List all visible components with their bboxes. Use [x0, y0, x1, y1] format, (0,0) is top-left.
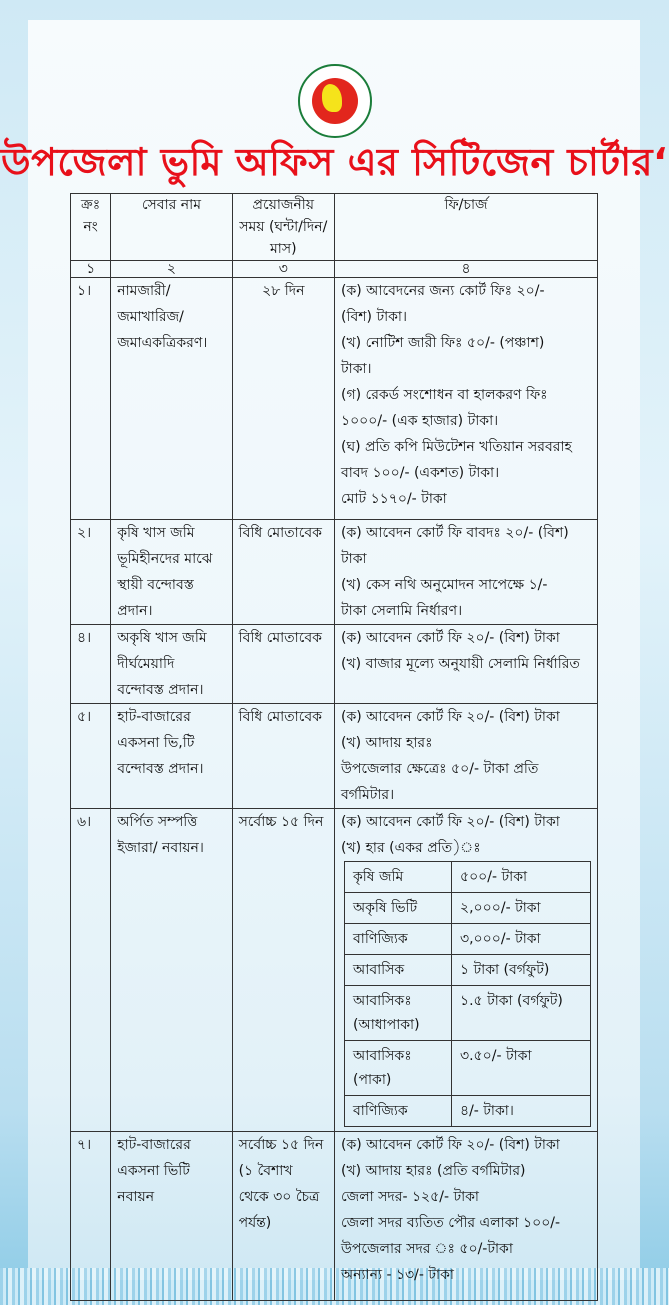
rate-type: আবাসিকঃ (আধাপাকা)	[345, 986, 452, 1041]
service-name-line: নামজারী/	[117, 283, 171, 299]
service-name-line: হাট-বাজারের	[117, 709, 191, 725]
fee-cell	[335, 278, 598, 520]
service-name-line: প্রদান।	[117, 603, 153, 619]
fee-line: (খ) আদায় হারঃ (প্রতি বর্গমিটার)	[341, 1163, 526, 1179]
time-line: বিধি মোতাবেক	[238, 630, 322, 646]
column-number: ৪	[335, 261, 598, 278]
fee-line: (খ) নোটিশ জারী ফিঃ ৫০/- (পঞ্চাশ)	[341, 335, 545, 351]
serial-cell: ১।	[71, 278, 111, 520]
fee-line: (খ) হার (একর প্রতি)ঃ	[341, 840, 481, 856]
time-line: ২৮ দিন	[262, 283, 305, 299]
table-row	[71, 520, 598, 625]
service-cell	[111, 704, 232, 809]
column-number-row	[71, 261, 598, 278]
time-cell	[232, 625, 334, 704]
fee-line: (ক) আবেদন কোর্ট ফি বাবদঃ ২০/- (বিশ)	[341, 525, 569, 541]
service-name-line: বন্দোবস্ত প্রদান।	[117, 761, 204, 777]
rate-type: আবাসিকঃ (পাকা)	[345, 1041, 452, 1096]
fee-line: (খ) কেস নথি অনুমোদন সাপেক্ষে ১/-	[341, 577, 548, 593]
rate-row	[345, 986, 591, 1041]
service-name-line: অর্পিত সম্পত্তি	[117, 814, 198, 830]
header-service: সেবার নাম	[111, 194, 232, 261]
time-line: সর্বোচ্চ ১৫ দিন	[238, 814, 324, 830]
serial-cell: ৬।	[71, 809, 111, 1132]
service-cell	[111, 809, 232, 1132]
rate-value: ১ টাকা (বর্গফুট)	[452, 955, 591, 986]
serial-cell: ৭।	[71, 1132, 111, 1301]
rate-row	[345, 893, 591, 924]
fee-cell	[335, 704, 598, 809]
fee-line: (খ) আদায় হারঃ	[341, 735, 433, 751]
time-line: বিধি মোতাবেক	[238, 525, 322, 541]
serial-cell: ৫।	[71, 704, 111, 809]
column-number: ২	[111, 261, 232, 278]
fee-line: বর্গমিটার।	[341, 787, 395, 803]
rate-value: ৫০০/- টাকা	[452, 862, 591, 893]
service-cell	[111, 520, 232, 625]
time-line: বিধি মোতাবেক	[238, 709, 322, 725]
fee-line: (ঘ) প্রতি কপি মিউটেশন খতিয়ান সরবরাহ	[341, 439, 572, 455]
header-serial: ক্রঃ নং	[71, 194, 111, 261]
service-name-line: নবায়ন	[117, 1189, 155, 1205]
rate-value: ৩.৫০/- টাকা	[452, 1041, 591, 1096]
fee-line: (ক) আবেদন কোর্ট ফি ২০/- (বিশ) টাকা	[341, 709, 560, 725]
fee-line: (ক) আবেদনের জন্য কোর্ট ফিঃ ২০/-	[341, 283, 545, 299]
rate-value: ৩,০০০/- টাকা	[452, 924, 591, 955]
fee-line: (গ) রেকর্ড সংশোধন বা হালকরণ ফিঃ	[341, 387, 548, 403]
table-row	[71, 1132, 598, 1301]
time-cell	[232, 809, 334, 1132]
rate-row	[345, 1041, 591, 1096]
time-cell	[232, 1132, 334, 1301]
time-line: (১ বৈশাখ	[238, 1163, 293, 1179]
rate-type: কৃষি জমি	[345, 862, 452, 893]
time-cell	[232, 520, 334, 625]
table-row	[71, 278, 598, 520]
service-name-line: ইজারা/ নবায়ন।	[117, 840, 204, 856]
fee-line: টাকা	[341, 551, 367, 567]
time-line: থেকে ৩০ চৈত্র	[238, 1189, 320, 1205]
rate-type: বাণিজ্যিক	[345, 1096, 452, 1127]
rate-value: ৪/- টাকা।	[452, 1096, 591, 1127]
rate-row	[345, 924, 591, 955]
fee-cell	[335, 809, 598, 1132]
service-cell	[111, 625, 232, 704]
service-name-line: দীর্ঘমেয়াদি	[117, 656, 175, 672]
table-row	[71, 625, 598, 704]
serial-cell: ২।	[71, 520, 111, 625]
service-name-line: অকৃষি খাস জমি	[117, 630, 207, 646]
table-header-row	[71, 194, 598, 261]
time-cell	[232, 704, 334, 809]
fee-line: (খ) বাজার মূল্যে অনুযায়ী সেলামি নির্ধারিত	[341, 656, 580, 672]
service-name-line: হাট-বাজারের	[117, 1137, 191, 1153]
rate-value: ১.৫ টাকা (বর্গফুট)	[452, 986, 591, 1041]
fee-line: উপজেলার ক্ষেত্রেঃ ৫০/- টাকা প্রতি	[341, 761, 539, 777]
service-cell	[111, 1132, 232, 1301]
rate-row	[345, 955, 591, 986]
fee-line: মোট ১১৭০/- টাকা	[341, 491, 447, 507]
service-name-line: বন্দোবস্ত প্রদান।	[117, 682, 204, 698]
service-name-line: একসনা ভি,টি	[117, 735, 195, 751]
header-time: প্রয়োজনীয় সময় (ঘন্টা/দিন/ মাস)	[232, 194, 334, 261]
time-line: সর্বোচ্চ ১৫ দিন	[238, 1137, 324, 1153]
fee-line: (ক) আবেদন কোর্ট ফি ২০/- (বিশ) টাকা	[341, 1137, 560, 1153]
table-row	[71, 704, 598, 809]
government-seal-logo	[298, 64, 372, 138]
fee-line: অন্যান্য - ১৩/- টাকা	[341, 1267, 454, 1283]
fee-line: টাকা।	[341, 361, 372, 377]
header-fee: ফি/চার্জ	[335, 194, 598, 261]
rate-table	[344, 861, 591, 1127]
service-cell	[111, 278, 232, 520]
column-number: ৩	[232, 261, 334, 278]
rate-type: বাণিজ্যিক	[345, 924, 452, 955]
rate-type: আবাসিক	[345, 955, 452, 986]
fee-line: বাবদ ১০০/- (একশত) টাকা।	[341, 465, 500, 481]
fee-cell	[335, 625, 598, 704]
service-name-line: একসনা ভিটি	[117, 1163, 190, 1179]
fee-line: (ক) আবেদন কোর্ট ফি ২০/- (বিশ) টাকা	[341, 814, 560, 830]
service-name-line: ভূমিহীনদের মাঝে	[117, 551, 213, 567]
serial-cell: ৪।	[71, 625, 111, 704]
fee-line: (ক) আবেদন কোর্ট ফি ২০/- (বিশ) টাকা	[341, 630, 560, 646]
fee-line: উপজেলার সদর ঃ ৫০/-টাকা	[341, 1241, 513, 1257]
page-title: উপজেলা ভুমি অফিস এর সিটিজেন চার্টার‘	[1, 140, 668, 184]
table-row	[71, 809, 598, 1132]
column-number: ১	[71, 261, 111, 278]
fee-line: জেলা সদর- ১২৫/- টাকা	[341, 1189, 479, 1205]
fee-line: (বিশ) টাকা।	[341, 309, 408, 325]
fee-line: জেলা সদর ব্যতিত পৌর এলাকা ১০০/-	[341, 1215, 561, 1231]
time-cell	[232, 278, 334, 520]
service-name-line: জমাখারিজ/	[117, 309, 184, 325]
fee-line: ১০০০/- (এক হাজার) টাকা।	[341, 413, 499, 429]
service-name-line: কৃষি খাস জমি	[117, 525, 195, 541]
citizen-charter-table	[70, 193, 598, 1301]
rate-row	[345, 1096, 591, 1127]
time-line: পর্যন্ত)	[238, 1215, 272, 1231]
rate-value: ২,০০০/- টাকা	[452, 893, 591, 924]
fee-cell	[335, 520, 598, 625]
service-name-line: স্থায়ী বন্দোবস্ত	[117, 577, 194, 593]
fee-cell	[335, 1132, 598, 1301]
fee-line: টাকা সেলামি নির্ধারণ।	[341, 603, 463, 619]
rate-row	[345, 862, 591, 893]
rate-type: অকৃষি ভিটি	[345, 893, 452, 924]
service-name-line: জমাএকত্রিকরণ।	[117, 335, 208, 351]
